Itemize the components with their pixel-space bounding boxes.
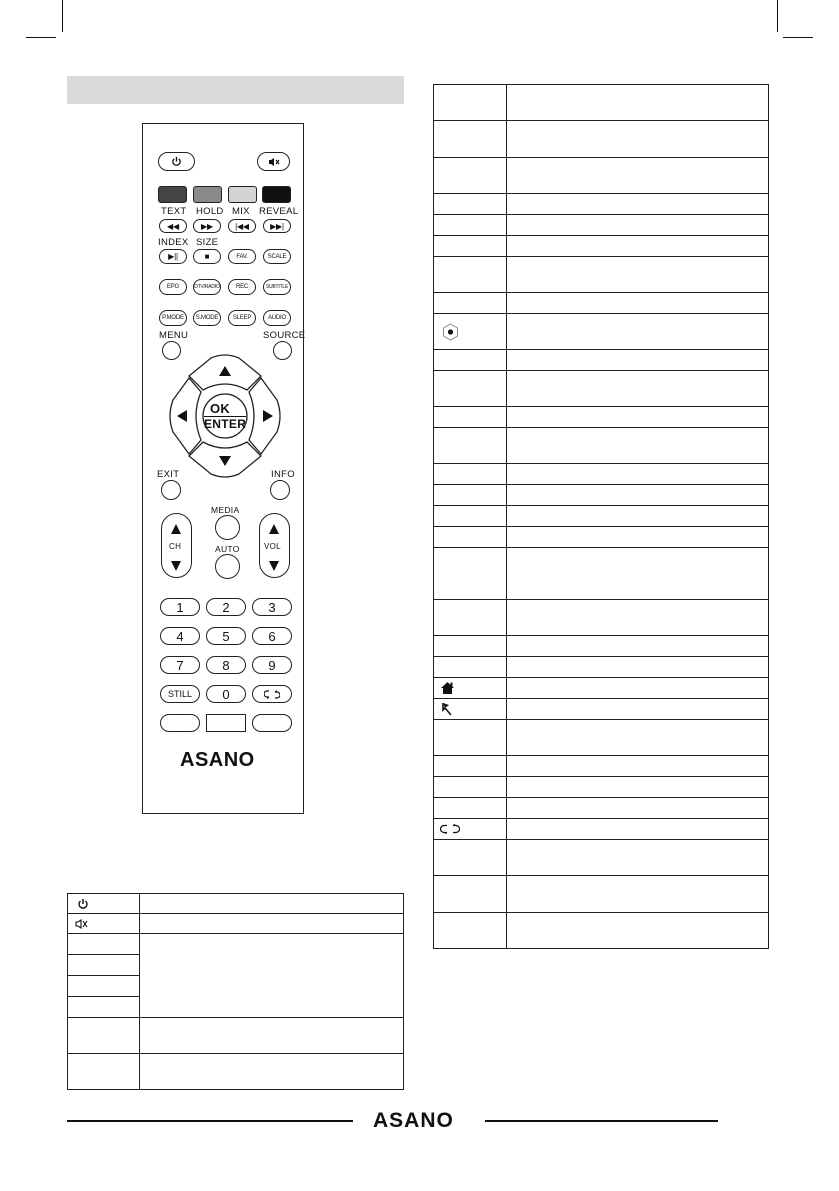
right-table-desc [507, 600, 769, 636]
auto-button[interactable] [215, 554, 240, 579]
index-label: INDEX [158, 237, 189, 248]
number-key-2[interactable]: 2 [206, 598, 246, 616]
right-table-desc [507, 913, 769, 949]
mix-label: MIX [232, 206, 250, 217]
yellow-key[interactable] [228, 186, 257, 203]
right-table-cell [434, 485, 507, 506]
number-key-7[interactable]: 7 [160, 656, 200, 674]
fav-button[interactable]: FAV. [228, 249, 256, 264]
left-table-desc [140, 1018, 404, 1054]
ch-label: CH [169, 542, 182, 551]
right-table-cell [434, 407, 507, 428]
right-table-cell [434, 350, 507, 371]
mute-button[interactable] [257, 152, 290, 171]
right-table-desc [507, 548, 769, 600]
left-table-cell [68, 934, 140, 955]
right-table-cell [434, 158, 507, 194]
right-table-desc [507, 121, 769, 158]
right-table-cell [434, 506, 507, 527]
right-table-desc [507, 464, 769, 485]
right-table-cell [434, 777, 507, 798]
right-table-cell [434, 600, 507, 636]
right-table-desc [507, 293, 769, 314]
epg-button[interactable]: EPG [159, 279, 187, 295]
auto-label: AUTO [215, 544, 240, 554]
right-table-desc [507, 158, 769, 194]
power-icon [77, 898, 89, 910]
right-table-desc [507, 257, 769, 293]
right-table-cell [434, 215, 507, 236]
still-key[interactable]: STILL [160, 685, 200, 703]
right-table-desc [507, 657, 769, 678]
right-table-cell [434, 876, 507, 913]
channel-down-icon [171, 561, 181, 571]
right-table-cell [434, 840, 507, 876]
left-table-cell-power [68, 894, 140, 914]
right-table-cell [434, 121, 507, 158]
blank-key-center[interactable] [206, 714, 246, 732]
right-table-desc [507, 314, 769, 350]
vol-label: VOL [264, 542, 281, 551]
right-table-desc [507, 215, 769, 236]
rec-button[interactable]: REC [228, 279, 256, 295]
media-button[interactable] [215, 515, 240, 540]
p-mode-button[interactable]: P.MODE [159, 310, 187, 326]
remote-brand-logo: ASANO [180, 749, 255, 771]
power-icon [171, 156, 182, 167]
exit-label: EXIT [157, 469, 180, 480]
green-key[interactable] [193, 186, 222, 203]
right-table-desc [507, 720, 769, 756]
right-table-cell [434, 548, 507, 600]
left-table-desc [140, 894, 404, 914]
text-label: TEXT [161, 206, 187, 217]
left-key-table [67, 893, 404, 1090]
number-key-5[interactable]: 5 [206, 627, 246, 645]
right-table-cell-recall [434, 819, 507, 840]
rewind-button[interactable] [159, 219, 187, 233]
stop-icon: ■ [204, 252, 210, 261]
hexagon-dot-icon [442, 323, 459, 341]
sleep-button[interactable]: SLEEP [228, 310, 256, 326]
cursor-arrow-icon [442, 702, 454, 716]
enter-label: ENTER [204, 417, 247, 431]
right-table-cell [434, 371, 507, 407]
number-key-0[interactable]: 0 [206, 685, 246, 703]
right-table-cell [434, 464, 507, 485]
right-table-cell [434, 428, 507, 464]
footer-brand-logo: ASANO [373, 1109, 454, 1132]
right-table-cell [434, 293, 507, 314]
red-key[interactable] [158, 186, 187, 203]
next-button[interactable] [263, 219, 291, 233]
blank-key-right[interactable] [252, 714, 292, 732]
left-table-cell-mute [68, 914, 140, 934]
right-table-cell [434, 720, 507, 756]
right-table-desc [507, 699, 769, 720]
media-label: MEDIA [211, 505, 240, 515]
right-table-cell [434, 913, 507, 949]
mute-icon [268, 157, 280, 167]
number-key-3[interactable]: 3 [252, 598, 292, 616]
left-table-desc [140, 914, 404, 934]
hold-label: HOLD [196, 206, 224, 217]
fast-forward-button[interactable] [193, 219, 221, 233]
left-table-cell [68, 976, 140, 997]
right-table-desc [507, 485, 769, 506]
right-table-desc [507, 527, 769, 548]
right-table-desc [507, 798, 769, 819]
dtv-radio-button[interactable]: DTV/RADIO [193, 279, 221, 295]
info-label: INFO [271, 469, 295, 480]
number-key-9[interactable]: 9 [252, 656, 292, 674]
number-key-8[interactable]: 8 [206, 656, 246, 674]
blank-key-left[interactable] [160, 714, 200, 732]
power-button[interactable] [158, 152, 195, 171]
right-table-desc [507, 407, 769, 428]
ok-label: OK [210, 401, 231, 416]
right-table-cell [434, 798, 507, 819]
audio-button[interactable]: AUDIO [263, 310, 291, 326]
right-table-desc [507, 756, 769, 777]
right-table-cell [434, 756, 507, 777]
right-table-desc [507, 371, 769, 407]
stop-button[interactable] [193, 249, 221, 264]
right-table-cell-cursor [434, 699, 507, 720]
right-table-desc [507, 194, 769, 215]
recall-key[interactable] [252, 685, 292, 703]
number-key-6[interactable]: 6 [252, 627, 292, 645]
scale-button[interactable]: SCALE [263, 249, 291, 264]
right-table-desc [507, 636, 769, 657]
reveal-label: REVEAL [259, 206, 299, 217]
right-table-desc [507, 777, 769, 798]
section-header-bar [67, 76, 404, 104]
right-table-cell-hex [434, 314, 507, 350]
right-table-cell [434, 257, 507, 293]
recall-icon [264, 690, 280, 699]
source-label: SOURCE [263, 330, 306, 341]
right-table-cell [434, 636, 507, 657]
right-table-desc [507, 85, 769, 121]
home-icon [440, 681, 455, 695]
right-table-cell [434, 657, 507, 678]
left-table-desc-merged [140, 934, 404, 1018]
play-pause-button[interactable] [159, 249, 187, 264]
size-label: SIZE [196, 237, 219, 248]
volume-down-icon [269, 561, 279, 571]
rewind-icon: ◀◀ [167, 221, 179, 231]
number-key-1[interactable]: 1 [160, 598, 200, 616]
right-table-cell [434, 236, 507, 257]
next-icon: ▶▶| [270, 221, 284, 231]
right-table-cell-home [434, 678, 507, 699]
left-table-cell [68, 955, 140, 976]
fast-forward-icon: ▶▶ [201, 221, 213, 231]
menu-label: MENU [159, 330, 189, 341]
info-button[interactable] [270, 480, 290, 500]
right-table-desc [507, 678, 769, 699]
previous-button[interactable] [228, 219, 256, 233]
right-table-desc [507, 876, 769, 913]
left-table-desc [140, 1054, 404, 1090]
right-key-table [433, 84, 769, 949]
previous-icon: |◀◀ [235, 221, 249, 231]
right-table-cell [434, 85, 507, 121]
left-table-cell [68, 1018, 140, 1054]
footer-rule-left [67, 1120, 353, 1122]
recall-icon [440, 824, 460, 834]
footer-rule-right [485, 1120, 718, 1122]
remote-control [142, 123, 304, 814]
right-table-desc [507, 840, 769, 876]
right-table-cell [434, 194, 507, 215]
blue-key[interactable] [262, 186, 291, 203]
right-table-desc [507, 350, 769, 371]
left-table-cell [68, 1054, 140, 1090]
play-pause-icon: ▶|| [168, 252, 178, 261]
exit-button[interactable] [161, 480, 181, 500]
right-table-cell [434, 527, 507, 548]
right-table-desc [507, 819, 769, 840]
left-table-cell [68, 997, 140, 1018]
crop-mark-top-right-h [783, 37, 813, 38]
right-table-desc [507, 236, 769, 257]
crop-mark-top-left [62, 0, 63, 32]
s-mode-button[interactable]: S.MODE [193, 310, 221, 326]
right-table-desc [507, 506, 769, 527]
channel-up-icon [171, 524, 181, 534]
right-table-desc [507, 428, 769, 464]
crop-mark-top-right [777, 0, 778, 32]
crop-mark-top-left-h [26, 37, 56, 38]
mute-icon [75, 919, 89, 929]
subtitle-button[interactable]: SUBTITLE [263, 279, 291, 295]
number-key-4[interactable]: 4 [160, 627, 200, 645]
volume-up-icon [269, 524, 279, 534]
